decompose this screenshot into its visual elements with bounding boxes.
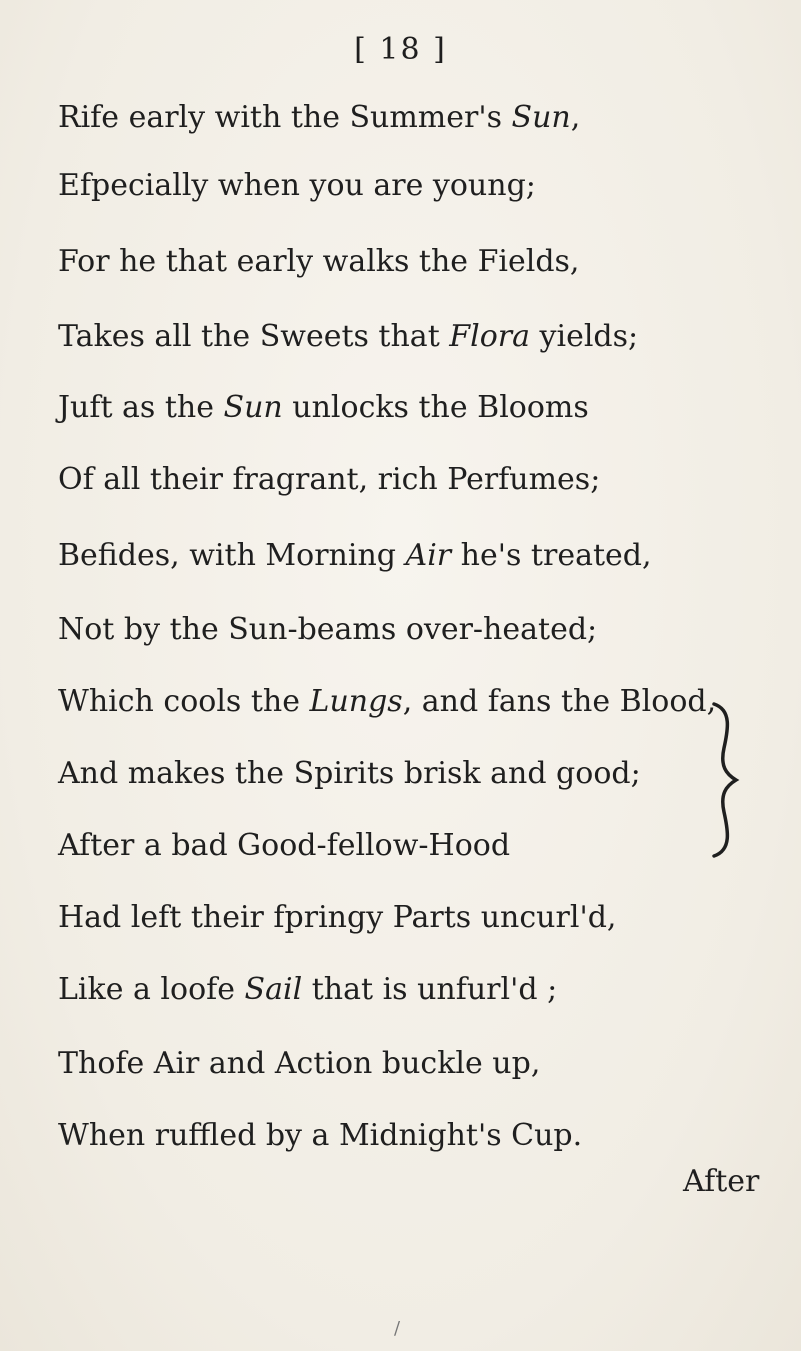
catchword: After (683, 1164, 760, 1199)
verse-line-11: After a bad Good-fellow-Hood (58, 828, 511, 863)
verse-line-9: Which cools the Lungs, and fans the Blood, (58, 684, 717, 719)
verse-line-7: Befides, with Morning Air he's treated, (58, 538, 652, 573)
verse-line-10: And makes the Spirits brisk and good; (58, 756, 641, 791)
verse-line-3: For he that early walks the Fields, (58, 244, 580, 279)
verse-line-4: Takes all the Sweets that Flora yields; (58, 319, 639, 354)
verse-line-8: Not by the Sun-beams over-heated; (58, 612, 598, 647)
verse-line-5: Juft as the Sun unlocks the Blooms (58, 390, 589, 425)
verse-line-14: Thofe Air and Action buckle up, (58, 1046, 541, 1081)
verse-line-6: Of all their fragrant, rich Perfumes; (58, 462, 601, 497)
verse-line-1: Rife early with the Summer's Sun, (58, 100, 581, 135)
page-number: [ 18 ] (354, 32, 447, 67)
verse-line-15: When ruffled by a Midnight's Cup. (58, 1118, 583, 1153)
verse-line-12: Had left their fpringy Parts uncurl'd, (58, 900, 617, 935)
curly-brace-icon (706, 700, 746, 860)
stray-mark: / (394, 1318, 401, 1339)
verse-line-13: Like a loofe Sail that is unfurl'd ; (58, 972, 558, 1007)
verse-line-2: Efpecially when you are young; (58, 168, 536, 203)
